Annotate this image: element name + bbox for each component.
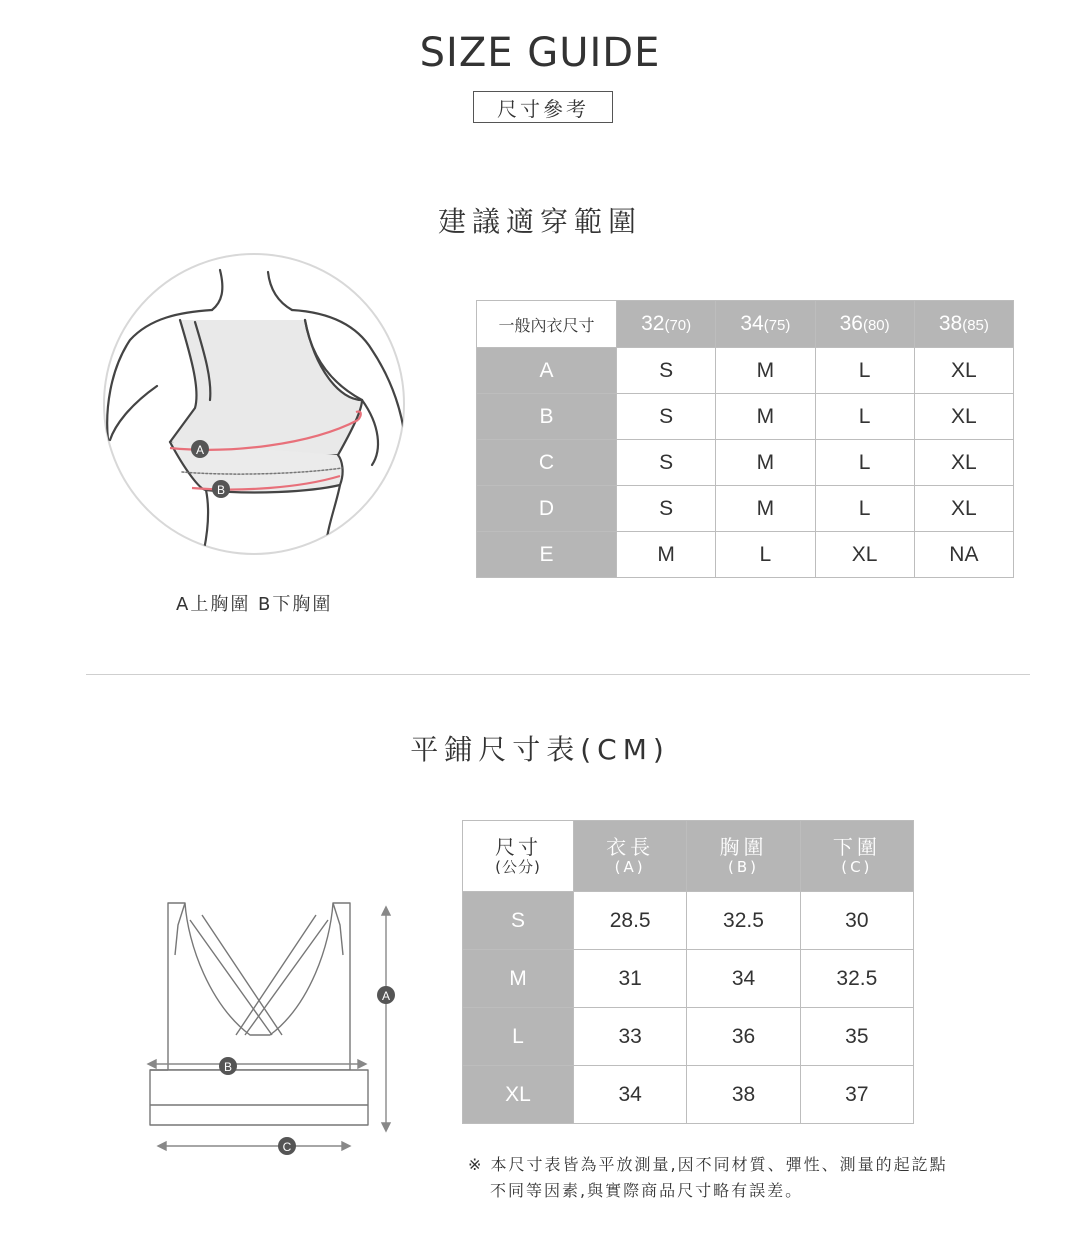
column-header: 32(70) xyxy=(617,301,716,348)
column-header: 衣長 (A) xyxy=(574,821,687,892)
column-header: 38(85) xyxy=(914,301,1013,348)
page-subtitle-badge xyxy=(473,91,613,123)
table-cell: 34 xyxy=(687,950,800,1008)
bra-fit-illustration xyxy=(100,250,412,562)
table-cell: XL xyxy=(914,486,1013,532)
measure-c-arrow xyxy=(158,1142,350,1150)
table-cell: L xyxy=(815,348,914,394)
table-row xyxy=(477,440,1014,486)
marker-c xyxy=(278,1137,296,1155)
table-cell: 37 xyxy=(800,1066,913,1124)
marker-b-label: B xyxy=(216,483,226,497)
table-cell: 31 xyxy=(574,950,687,1008)
table-row xyxy=(477,348,1014,394)
fit-size-table xyxy=(476,300,1014,578)
column-header: 34(75) xyxy=(716,301,815,348)
table-cell: M xyxy=(617,532,716,578)
table-row xyxy=(463,950,914,1008)
table-cell: S xyxy=(617,394,716,440)
table-row xyxy=(477,486,1014,532)
page-subtitle: 尺寸參考 xyxy=(497,96,589,121)
table-cell: L xyxy=(815,440,914,486)
marker-b xyxy=(212,480,230,498)
table-cell: 32.5 xyxy=(800,950,913,1008)
garment-band xyxy=(150,1070,368,1125)
column-header: 下圍 (C) xyxy=(800,821,913,892)
table-row xyxy=(463,1066,914,1124)
marker-a xyxy=(191,440,209,458)
marker-c-label: C xyxy=(282,1140,292,1154)
flat-size-table xyxy=(462,820,914,1124)
marker-a xyxy=(377,986,395,1004)
table-cell: M xyxy=(716,348,815,394)
table-cell: S xyxy=(617,440,716,486)
measurement-note xyxy=(468,1152,948,1204)
row-header: M xyxy=(463,950,574,1008)
table-cell: XL xyxy=(914,348,1013,394)
fit-section-title: 建議適穿範圍 xyxy=(437,205,642,238)
table-cell: 28.5 xyxy=(574,892,687,950)
row-header: C xyxy=(477,440,617,486)
table-cell: XL xyxy=(815,532,914,578)
row-header: E xyxy=(477,532,617,578)
table-cell: 35 xyxy=(800,1008,913,1066)
marker-b xyxy=(219,1057,237,1075)
table-header-row xyxy=(463,821,914,892)
table-header-row xyxy=(477,301,1014,348)
marker-a-label: A xyxy=(195,443,205,457)
table-cell: XL xyxy=(914,394,1013,440)
note-line-1: ※ 本尺寸表皆為平放測量,因不同材質、彈性、測量的起訖點 xyxy=(468,1155,948,1174)
table-cell: 38 xyxy=(687,1066,800,1124)
column-header: 胸圍 (B) xyxy=(687,821,800,892)
flat-section-title: 平鋪尺寸表(CM) xyxy=(410,733,670,766)
table-cell: 36 xyxy=(687,1008,800,1066)
table-row xyxy=(477,532,1014,578)
table-cell: 34 xyxy=(574,1066,687,1124)
table-cell: 33 xyxy=(574,1008,687,1066)
table-cell: L xyxy=(815,486,914,532)
table-cell: XL xyxy=(914,440,1013,486)
table-cell: M xyxy=(716,440,815,486)
marker-b-label: B xyxy=(223,1060,233,1074)
bra-flat-diagram xyxy=(140,895,410,1165)
measurement-caption: A上胸圍 B下胸圍 xyxy=(176,594,333,615)
table-corner-label: 一般內衣尺寸 xyxy=(477,301,617,348)
row-header: B xyxy=(477,394,617,440)
table-cell: S xyxy=(617,486,716,532)
left-strap-edge xyxy=(175,903,185,955)
note-line-2: 不同等因素,與實際商品尺寸略有誤差。 xyxy=(490,1181,804,1200)
row-header: L xyxy=(463,1008,574,1066)
table-row xyxy=(463,1008,914,1066)
marker-a-label: A xyxy=(381,989,391,1003)
table-cell: L xyxy=(716,532,815,578)
table-corner-label: 尺寸 (公分) xyxy=(463,821,574,892)
measure-a-arrow xyxy=(382,907,390,1131)
column-header: 36(80) xyxy=(815,301,914,348)
right-strap-edge xyxy=(333,903,343,955)
row-header: XL xyxy=(463,1066,574,1124)
table-cell: NA xyxy=(914,532,1013,578)
row-header: S xyxy=(463,892,574,950)
table-row xyxy=(463,892,914,950)
table-cell: L xyxy=(815,394,914,440)
table-cell: 30 xyxy=(800,892,913,950)
table-cell: M xyxy=(716,486,815,532)
row-header: A xyxy=(477,348,617,394)
table-cell: 32.5 xyxy=(687,892,800,950)
section-divider xyxy=(86,674,1030,675)
measure-b-arrow xyxy=(148,1060,366,1068)
table-row xyxy=(477,394,1014,440)
table-cell: S xyxy=(617,348,716,394)
page-title: SIZE GUIDE xyxy=(419,30,661,76)
table-cell: M xyxy=(716,394,815,440)
row-header: D xyxy=(477,486,617,532)
